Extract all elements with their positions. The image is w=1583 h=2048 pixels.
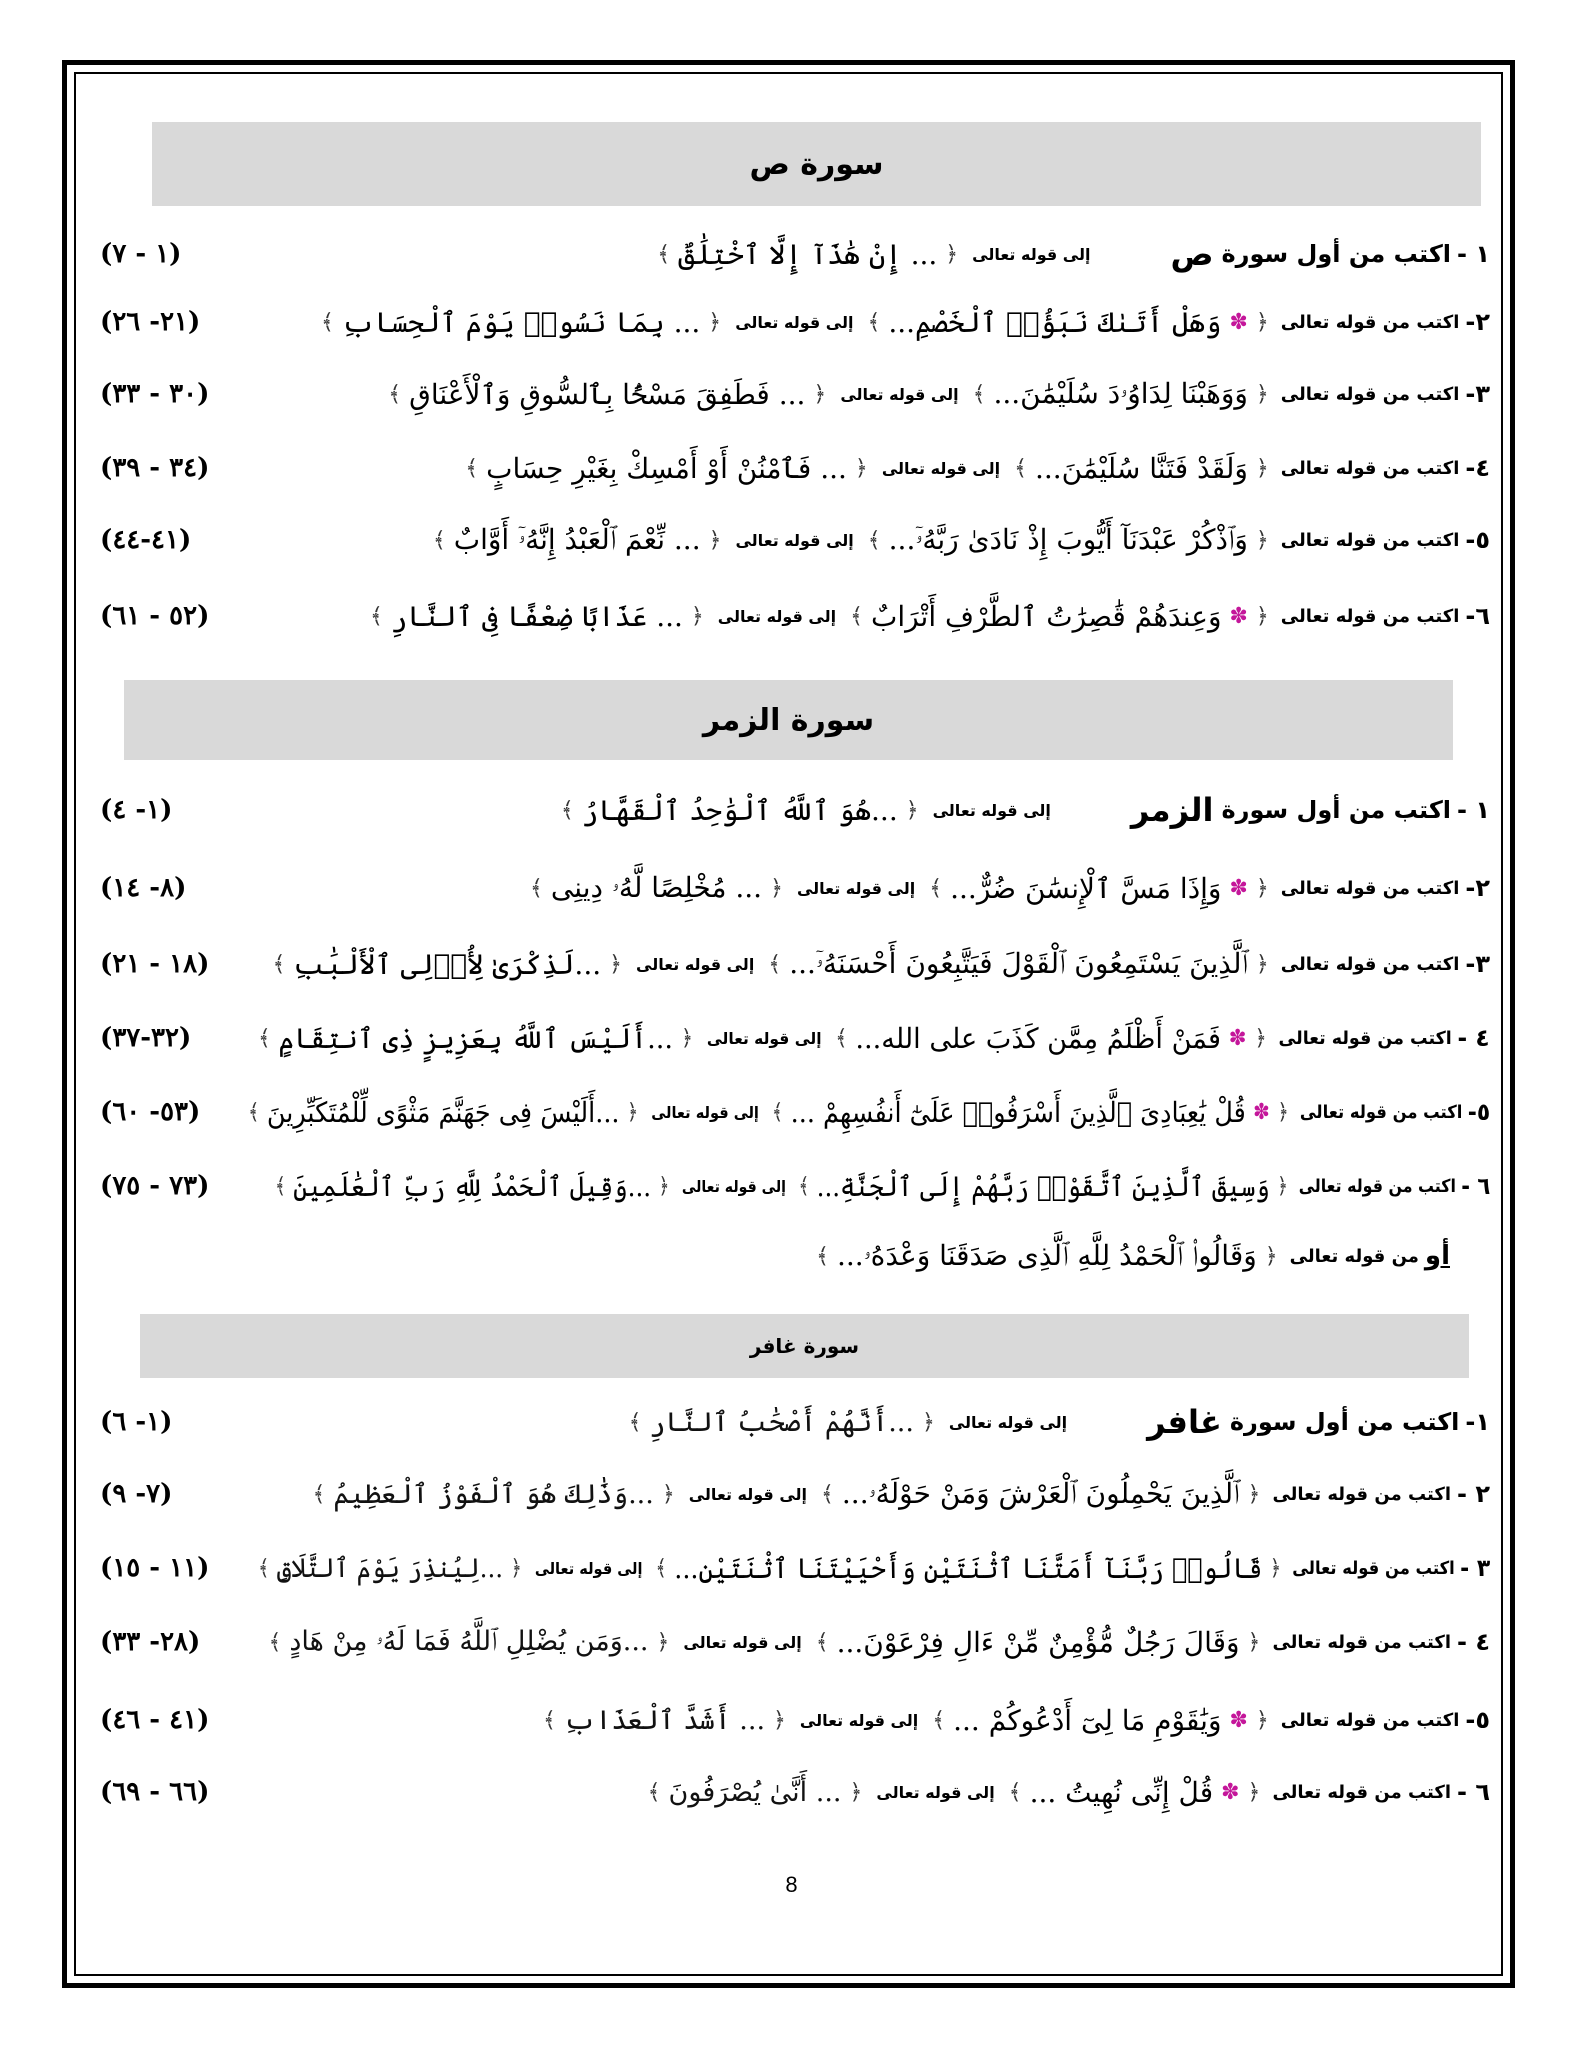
verse-range: (١- ٤) <box>100 795 173 825</box>
start-verse: وَيَٰقَوْمِ مَا لِىٓ أَدْعُوكُمْ ... <box>953 1703 1222 1737</box>
verse-range: (٢١- ٢٦) <box>100 307 201 337</box>
ornament-open-icon: ﴿ <box>1254 1025 1268 1051</box>
surah-title: سورة غافر <box>749 1334 860 1358</box>
ornament-close-icon: ﴾ <box>768 951 782 977</box>
ornament-open-icon: ﴿ <box>1247 1629 1261 1655</box>
assignment-row <box>100 1612 1490 1672</box>
instruction-text: اكتب من قوله تعالى <box>1280 877 1460 899</box>
sajdah-star-icon: ✽ <box>1229 309 1248 335</box>
verse-range: (٧٣ - ٧٥) <box>100 1171 210 1201</box>
ornament-close-icon: ﴾ <box>1014 455 1027 481</box>
ornament-close-icon: ﴾ <box>465 455 479 481</box>
ornament-open-icon: ﴿ <box>1276 1173 1288 1199</box>
verse-range: (٤١-٤٤) <box>100 525 192 555</box>
instruction-text: اكتب من أول سورة <box>1221 240 1452 268</box>
ornament-close-icon: ﴾ <box>821 1481 834 1507</box>
assignment-row <box>100 224 1490 284</box>
until-label: إلى قوله تعالى <box>735 530 854 550</box>
ornament-close-icon: ﴾ <box>867 527 881 553</box>
sajdah-star-icon: ✽ <box>1229 1025 1248 1051</box>
end-verse: ...لَذِكْرَىٰ لِأُو۟لِى ٱلْأَلْبَٰبِ <box>293 947 602 981</box>
ornament-open-icon: ﴿ <box>1269 1555 1282 1581</box>
start-verse: ٱلَّذِينَ يَحْمِلُونَ ٱلْعَرْشَ وَمَنْ حَوْلَهُۥ... <box>841 1477 1240 1510</box>
ornament-open-icon: ﴿ <box>1255 951 1269 977</box>
instruction-text: اكتب من قوله تعالى <box>1280 605 1460 627</box>
ornament-close-icon: ﴾ <box>850 603 863 629</box>
ornament-open-icon: ﴿ <box>1247 1779 1261 1805</box>
assignment-line <box>539 1690 1490 1750</box>
end-verse: ... فَطَفِقَ مَسْحًۢا بِٱلسُّوقِ وَٱلْأَعْنَاقِ <box>409 377 806 411</box>
until-label: إلى قوله تعالى <box>636 954 755 974</box>
assignment-line <box>268 934 1490 994</box>
verse-range: (٣٠ - ٣٣) <box>100 379 210 409</box>
instruction-text: اكتب من قوله تعالى <box>1280 311 1460 333</box>
ornament-open-icon: ﴿ <box>849 1779 863 1805</box>
surah-name: ص <box>1170 235 1214 273</box>
until-label: إلى قوله تعالى <box>717 606 837 626</box>
until-label: إلى قوله تعالى <box>688 1484 808 1504</box>
instruction-text: اكتب من قوله تعالى <box>1280 529 1460 551</box>
instruction-text: اكتب من قوله تعالى <box>1280 1709 1460 1731</box>
sajdah-star-icon: ✽ <box>1229 603 1248 629</box>
ornament-close-icon: ﴾ <box>1008 1779 1022 1805</box>
start-verse: قُلْ إِنِّى نُهِيتُ ... <box>1029 1775 1214 1809</box>
assignment-row <box>100 1762 1490 1822</box>
verse-range: (٨- ١٤) <box>100 873 187 903</box>
ornament-close-icon: ﴾ <box>543 1707 556 1733</box>
until-label: إلى قوله تعالى <box>681 1176 786 1196</box>
assignment-row <box>100 364 1490 424</box>
assignment-line <box>244 1082 1490 1142</box>
verse-range: (٣٢-٣٧) <box>100 1023 192 1053</box>
ornament-open-icon: ﴿ <box>1264 1243 1278 1269</box>
ornament-close-icon: ﴾ <box>272 951 286 977</box>
alternative-row <box>160 1226 1450 1286</box>
verse-range: (٥٣- ٦٠) <box>100 1097 201 1127</box>
until-label: إلى قوله تعالى <box>881 458 1001 478</box>
verse-range: (١ - ٧) <box>100 239 182 269</box>
end-verse: ...وَقِيلَ ٱلْحَمْدُ لِلَّهِ رَبِّ ٱلْعَٰلَمِينَ <box>292 1169 651 1203</box>
instruction-text: اكتب من قوله تعالى <box>1272 1483 1452 1505</box>
verse-range: (١٨ - ٢١) <box>100 949 210 979</box>
end-verse: ...أَلَيْسَ ٱللَّهُ بِعَزِيزٍ ذِى ٱنتِقَامٍ <box>278 1021 674 1055</box>
ornament-close-icon: ﴾ <box>312 1481 326 1507</box>
assignment-line <box>557 780 1490 840</box>
until-label: إلى قوله تعالى <box>972 244 1091 264</box>
item-number: ٥- <box>1465 1706 1490 1734</box>
end-verse: ... إِنْ هَٰذَآ إِلَّا ٱخْتِلَٰقٌ <box>678 237 938 271</box>
instruction-text: اكتب من قوله تعالى <box>1298 1175 1456 1197</box>
item-number: ١- <box>1465 1408 1490 1436</box>
until-label: إلى قوله تعالى <box>948 1412 1068 1432</box>
surah-name: الزمر <box>1130 791 1214 829</box>
ornament-close-icon: ﴾ <box>647 1779 661 1805</box>
ornament-open-icon: ﴿ <box>657 1173 670 1199</box>
start-verse: وَهَلْ أَتَىٰكَ نَبَؤُا۟ ٱلْخَصْمِ... <box>888 305 1222 339</box>
ornament-open-icon: ﴿ <box>773 1707 786 1733</box>
assignment-row <box>100 292 1490 352</box>
ornament-close-icon: ﴾ <box>932 1707 946 1733</box>
assignment-line <box>254 1538 1490 1598</box>
item-number: ٤- <box>1465 454 1490 482</box>
item-number: ٢- <box>1465 308 1490 336</box>
instruction-text: اكتب من قوله تعالى <box>1292 1557 1455 1579</box>
ornament-close-icon: ﴾ <box>370 603 383 629</box>
start-verse: قَالُوا۟ رَبَّنَآ أَمَتَّنَا ٱثْنَتَيْنِ وَأَحْيَيْتَنَا ٱثْنَتَيْنِ... <box>674 1551 1263 1585</box>
verse-range: (٤١ - ٤٦) <box>100 1705 210 1735</box>
end-verse: ... بِمَا نَسُوا۟ يَوْمَ ٱلْحِسَابِ <box>341 305 701 339</box>
surah-header-band <box>140 1314 1469 1378</box>
start-verse: وَإِذَا مَسَّ ٱلْإِنسَٰنَ ضُرٌّ... <box>950 871 1222 905</box>
item-number: ٤ - <box>1458 1024 1490 1052</box>
ornament-close-icon: ﴾ <box>560 797 574 823</box>
end-verse: ... مُخْلِصًا لَّهُۥ دِينِى <box>550 871 763 904</box>
ornament-open-icon: ﴿ <box>626 1099 639 1125</box>
assignment-line <box>625 1392 1490 1452</box>
assignment-row <box>100 1690 1490 1750</box>
ornament-open-icon: ﴿ <box>945 241 959 267</box>
ornament-open-icon: ﴿ <box>770 875 783 901</box>
end-verse: ... فَٱمْنُنْ أَوْ أَمْسِكْ بِغَيْرِ حِسَابٍ <box>486 451 847 485</box>
or-label: أو <box>1424 1241 1450 1271</box>
ornament-close-icon: ﴾ <box>628 1409 642 1435</box>
verse-range: (٦٦ - ٦٩) <box>100 1777 210 1807</box>
ornament-open-icon: ﴿ <box>1255 875 1269 901</box>
assignment-line <box>644 1762 1490 1822</box>
ornament-close-icon: ﴾ <box>268 1629 282 1655</box>
item-number: ٥- <box>1467 1098 1490 1126</box>
start-verse: وَلَقَدْ فَتَنَّا سُلَيْمَٰنَ... <box>1034 451 1248 485</box>
ornament-close-icon: ﴾ <box>247 1099 260 1125</box>
end-verse: ...أَنَّهُمْ أَصْحَٰبُ ٱلنَّارِ <box>649 1406 914 1438</box>
ornament-close-icon: ﴾ <box>815 1629 829 1655</box>
ornament-close-icon: ﴾ <box>798 1173 810 1199</box>
start-verse: وَسِيقَ ٱلَّذِينَ ٱتَّقَوْا۟ رَبَّهُمْ إِلَى ٱلْجَنَّةِ... <box>816 1169 1270 1203</box>
ornament-open-icon: ﴿ <box>905 797 919 823</box>
instruction-text: اكتب من قوله تعالى <box>1280 457 1460 479</box>
assignment-line <box>271 1156 1490 1216</box>
until-label: إلى قوله تعالى <box>796 878 916 898</box>
ornament-close-icon: ﴾ <box>655 1555 667 1581</box>
ornament-close-icon: ﴾ <box>771 1099 784 1125</box>
assignment-row <box>100 1156 1490 1216</box>
start-verse: وَعِندَهُمْ قَٰصِرَٰتُ ٱلطَّرْفِ أَتْرَابٌ <box>870 599 1222 633</box>
sajdah-star-icon: ✽ <box>1252 1099 1270 1125</box>
assignment-line <box>526 858 1490 918</box>
assignment-line <box>812 1226 1450 1286</box>
ornament-close-icon: ﴾ <box>929 875 943 901</box>
ornament-open-icon: ﴿ <box>708 309 722 335</box>
ornament-open-icon: ﴿ <box>708 527 722 553</box>
until-label: إلى قوله تعالى <box>932 800 1051 820</box>
assignment-line <box>429 510 1490 570</box>
ornament-close-icon: ﴾ <box>274 1173 286 1199</box>
instruction-text: اكتب من قوله تعالى <box>1272 1781 1452 1803</box>
assignment-row <box>100 438 1490 498</box>
item-number: ٣ - <box>1459 1554 1490 1582</box>
assignment-line <box>366 586 1490 646</box>
ornament-close-icon: ﴾ <box>320 309 334 335</box>
ornament-open-icon: ﴿ <box>813 381 827 407</box>
instruction-text: اكتب من قوله تعالى <box>1280 953 1460 975</box>
until-label: إلى قوله تعالى <box>651 1102 759 1122</box>
end-verse: ...هُوَ ٱللَّهُ ٱلْوَٰحِدُ ٱلْقَهَّارُ <box>581 793 898 827</box>
ornament-open-icon: ﴿ <box>1255 309 1269 335</box>
ornament-open-icon: ﴿ <box>510 1555 522 1581</box>
ornament-open-icon: ﴿ <box>1255 381 1269 407</box>
ornament-close-icon: ﴾ <box>972 381 986 407</box>
end-verse: ...وَمَن يُضْلِلِ ٱللَّهُ فَمَا لَهُۥ مِنْ هَادٍ <box>289 1626 649 1657</box>
until-label: إلى قوله تعالى <box>799 1710 919 1730</box>
instruction-text: اكتب من قوله تعالى <box>1272 1631 1452 1653</box>
item-number: ٥- <box>1465 526 1490 554</box>
assignment-row <box>100 1008 1490 1068</box>
ornament-open-icon: ﴿ <box>854 455 868 481</box>
instruction-text: اكتب من قوله تعالى <box>1280 383 1460 405</box>
ornament-close-icon: ﴾ <box>432 527 446 553</box>
verse-range: (١- ٦) <box>100 1407 173 1437</box>
start-verse: فَمَنْ أَظْلَمُ مِمَّن كَذَبَ على الله... <box>855 1021 1222 1055</box>
surah-header-band <box>124 680 1453 760</box>
instruction-text: اكتب من قوله تعالى <box>1278 1027 1453 1049</box>
surah-title: سورة ص <box>749 146 884 182</box>
ornament-open-icon: ﴿ <box>1247 1481 1261 1507</box>
item-number: ٢ - <box>1457 1480 1490 1508</box>
assignment-line <box>653 224 1490 284</box>
assignment-row <box>100 780 1490 840</box>
instruction-text: اكتب من أول سورة <box>1229 1408 1460 1436</box>
ornament-close-icon: ﴾ <box>388 381 402 407</box>
ornament-close-icon: ﴾ <box>657 241 671 267</box>
ornament-open-icon: ﴿ <box>1255 1707 1269 1733</box>
ornament-open-icon: ﴿ <box>661 1481 675 1507</box>
ornament-open-icon: ﴿ <box>609 951 623 977</box>
item-number: ٢- <box>1465 874 1490 902</box>
assignment-line <box>384 364 1490 424</box>
ornament-open-icon: ﴿ <box>681 1025 694 1051</box>
surah-header-band <box>152 122 1481 206</box>
ornament-open-icon: ﴿ <box>921 1409 935 1435</box>
until-label: إلى قوله تعالى <box>707 1028 823 1048</box>
ornament-open-icon: ﴿ <box>690 603 704 629</box>
ornament-open-icon: ﴿ <box>656 1629 670 1655</box>
item-number: ٦- <box>1465 602 1490 630</box>
start-verse: ٱلَّذِينَ يَسْتَمِعُونَ ٱلْقَوْلَ فَيَتَّبِعُونَ أَحْسَنَهُۥٓ... <box>789 947 1248 980</box>
end-verse: ... نِّعْمَ ٱلْعَبْدُ إِنَّهُۥٓ أَوَّابٌ <box>453 523 701 556</box>
ornament-close-icon: ﴾ <box>258 1025 272 1051</box>
verse-range: (٢٨- ٣٣) <box>100 1627 201 1657</box>
assignment-row <box>100 510 1490 570</box>
item-number: ٣- <box>1465 380 1490 408</box>
ornament-close-icon: ﴾ <box>816 1243 829 1269</box>
end-verse: ...وَذَٰلِكَ هُوَ ٱلْفَوْزُ ٱلْعَظِيمُ <box>333 1478 654 1510</box>
sajdah-star-icon: ✽ <box>1221 1779 1240 1805</box>
item-number: ٣- <box>1465 950 1490 978</box>
instruction-text: اكتب من قوله تعالى <box>1299 1101 1463 1123</box>
item-number: ٦ - <box>1457 1778 1490 1806</box>
end-verse: ... أَشَدَّ ٱلْعَذَابِ <box>563 1704 766 1736</box>
item-number: ٤ - <box>1457 1628 1490 1656</box>
end-verse: ... عَذَابًا ضِعْفًا فِى ٱلنَّارِ <box>390 599 683 633</box>
assignment-row <box>100 1538 1490 1598</box>
assignment-line <box>317 292 1490 352</box>
instruction-text: من قوله تعالى <box>1289 1245 1419 1267</box>
assignment-row <box>100 934 1490 994</box>
end-verse: ...لِيُنذِرَ يَوْمَ ٱلتَّلَاقِ <box>276 1552 503 1584</box>
assignment-line <box>255 1008 1490 1068</box>
assignment-row <box>100 1392 1490 1452</box>
ornament-close-icon: ﴾ <box>867 309 881 335</box>
verse-range: (٥٢ - ٦١) <box>100 601 210 631</box>
ornament-open-icon: ﴿ <box>1255 603 1269 629</box>
assignment-line <box>309 1464 1491 1524</box>
until-label: إلى قوله تعالى <box>876 1782 995 1802</box>
assignment-row <box>100 858 1490 918</box>
ornament-open-icon: ﴿ <box>1255 527 1269 553</box>
assignment-row <box>100 1082 1490 1142</box>
verse-range: (٣٤ - ٣٩) <box>100 453 210 483</box>
page-number: 8 <box>785 1872 798 1897</box>
until-label: إلى قوله تعالى <box>840 384 959 404</box>
ornament-close-icon: ﴾ <box>257 1555 270 1581</box>
ornament-close-icon: ﴾ <box>835 1025 849 1051</box>
end-verse: ...أَلَيْسَ فِى جَهَنَّمَ مَثْوًى لِّلْمُتَكَبِّرِينَ <box>266 1095 620 1129</box>
assignment-row <box>100 586 1490 646</box>
ornament-open-icon: ﴿ <box>1255 455 1269 481</box>
item-number: ١ - <box>1457 796 1490 824</box>
item-number: ١ - <box>1457 240 1490 268</box>
verse-range: (٧- ٩) <box>100 1479 173 1509</box>
surah-title: سورة الزمر <box>702 702 875 738</box>
until-label: إلى قوله تعالى <box>683 1632 802 1652</box>
end-verse: ... أَنَّىٰ يُصْرَفُونَ <box>668 1776 842 1808</box>
assignment-line <box>264 1612 1490 1672</box>
start-verse: وَٱذْكُرْ عَبْدَنَآ أَيُّوبَ إِذْ نَادَىٰ رَبَّهُۥٓ... <box>888 523 1248 556</box>
until-label: إلى قوله تعالى <box>534 1558 643 1578</box>
item-number: ٦ - <box>1460 1172 1490 1200</box>
ornament-open-icon: ﴿ <box>1276 1099 1289 1125</box>
sajdah-star-icon: ✽ <box>1229 1707 1248 1733</box>
start-verse: وَقَالَ رَجُلٌ مُّؤْمِنٌ مِّنْ ءَالِ فِرْعَوْنَ... <box>836 1625 1240 1659</box>
instruction-text: اكتب من أول سورة <box>1221 796 1452 824</box>
surah-name: غافر <box>1147 1403 1222 1441</box>
assignment-line <box>461 438 1490 498</box>
ornament-close-icon: ﴾ <box>530 875 543 901</box>
until-label: إلى قوله تعالى <box>735 312 854 332</box>
sajdah-star-icon: ✽ <box>1229 875 1248 901</box>
assignment-row <box>100 1464 1490 1524</box>
verse-range: (١١ - ١٥) <box>100 1553 210 1583</box>
start-verse: وَوَهَبْنَا لِدَاوُۥدَ سُلَيْمَٰنَ... <box>993 377 1248 410</box>
start-verse: قُلْ يَٰعِبَادِىَ ٱلَّذِينَ أَسْرَفُوا۟ عَلَىٰٓ أَنفُسِهِمْ ... <box>790 1095 1246 1129</box>
alt-verse: وَقَالُوا۟ ٱلْحَمْدُ لِلَّهِ ٱلَّذِى صَدَقَنَا وَعْدَهُۥ... <box>836 1239 1257 1272</box>
